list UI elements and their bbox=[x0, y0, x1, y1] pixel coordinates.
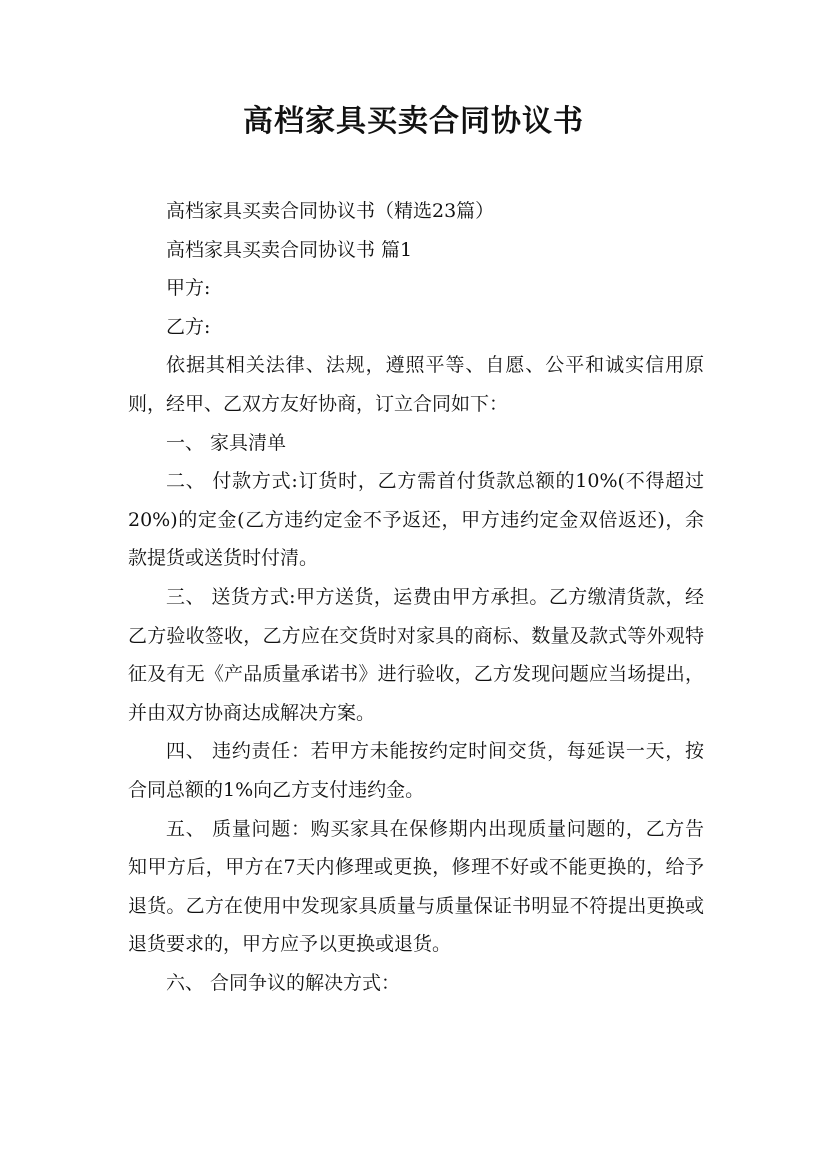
paragraph-party-a: 甲方: bbox=[166, 277, 211, 300]
clause-furniture-list: 一、 家具清单 bbox=[166, 431, 287, 454]
clause-quality: 五、 质量问题：购买家具在保修期内出现质量问题的，乙方告知甲方后，甲方在7天内修理或更换，修理不好或不能更换的，给予退货。乙方在使用中发现家具质量与质量保证书明显不符提出更换或退货要求的，甲方应予以更换或退货。 bbox=[128, 817, 704, 956]
clause-breach: 四、 违约责任：若甲方未能按约定时间交货，每延误一天，按合同总额的1%向乙方支付违约金。 bbox=[128, 740, 704, 801]
clause-dispute: 六、 合同争议的解决方式： bbox=[166, 971, 401, 994]
clause-payment: 二、 付款方式:订货时，乙方需首付货款总额的10%(不得超过20%)的定金(乙方违约定金不予返还，甲方违约定金双倍返还)，余款提货或送货时付清。 bbox=[128, 470, 704, 570]
paragraph-party-b: 乙方: bbox=[166, 315, 211, 338]
paragraph-preamble: 依据其相关法律、法规，遵照平等、自愿、公平和诚实信用原则，经甲、乙双方友好协商，订立合同如下： bbox=[128, 354, 704, 415]
document-title: 高档家具买卖合同协议书 bbox=[243, 104, 584, 139]
clause-delivery: 三、 送货方式:甲方送货，运费由甲方承担。乙方缴清货款，经乙方验收签收，乙方应在交货时对家具的商标、数量及款式等外观特征及有无《产品质量承诺书》进行验收，乙方发现问题应当场提出，并由双方协商达成解决方案。 bbox=[128, 585, 704, 724]
paragraph-section-heading: 高档家具买卖合同协议书 篇1 bbox=[166, 238, 413, 261]
document-body bbox=[128, 192, 704, 1002]
paragraph-subtitle: 高档家具买卖合同协议书（精选23篇） bbox=[166, 200, 495, 222]
